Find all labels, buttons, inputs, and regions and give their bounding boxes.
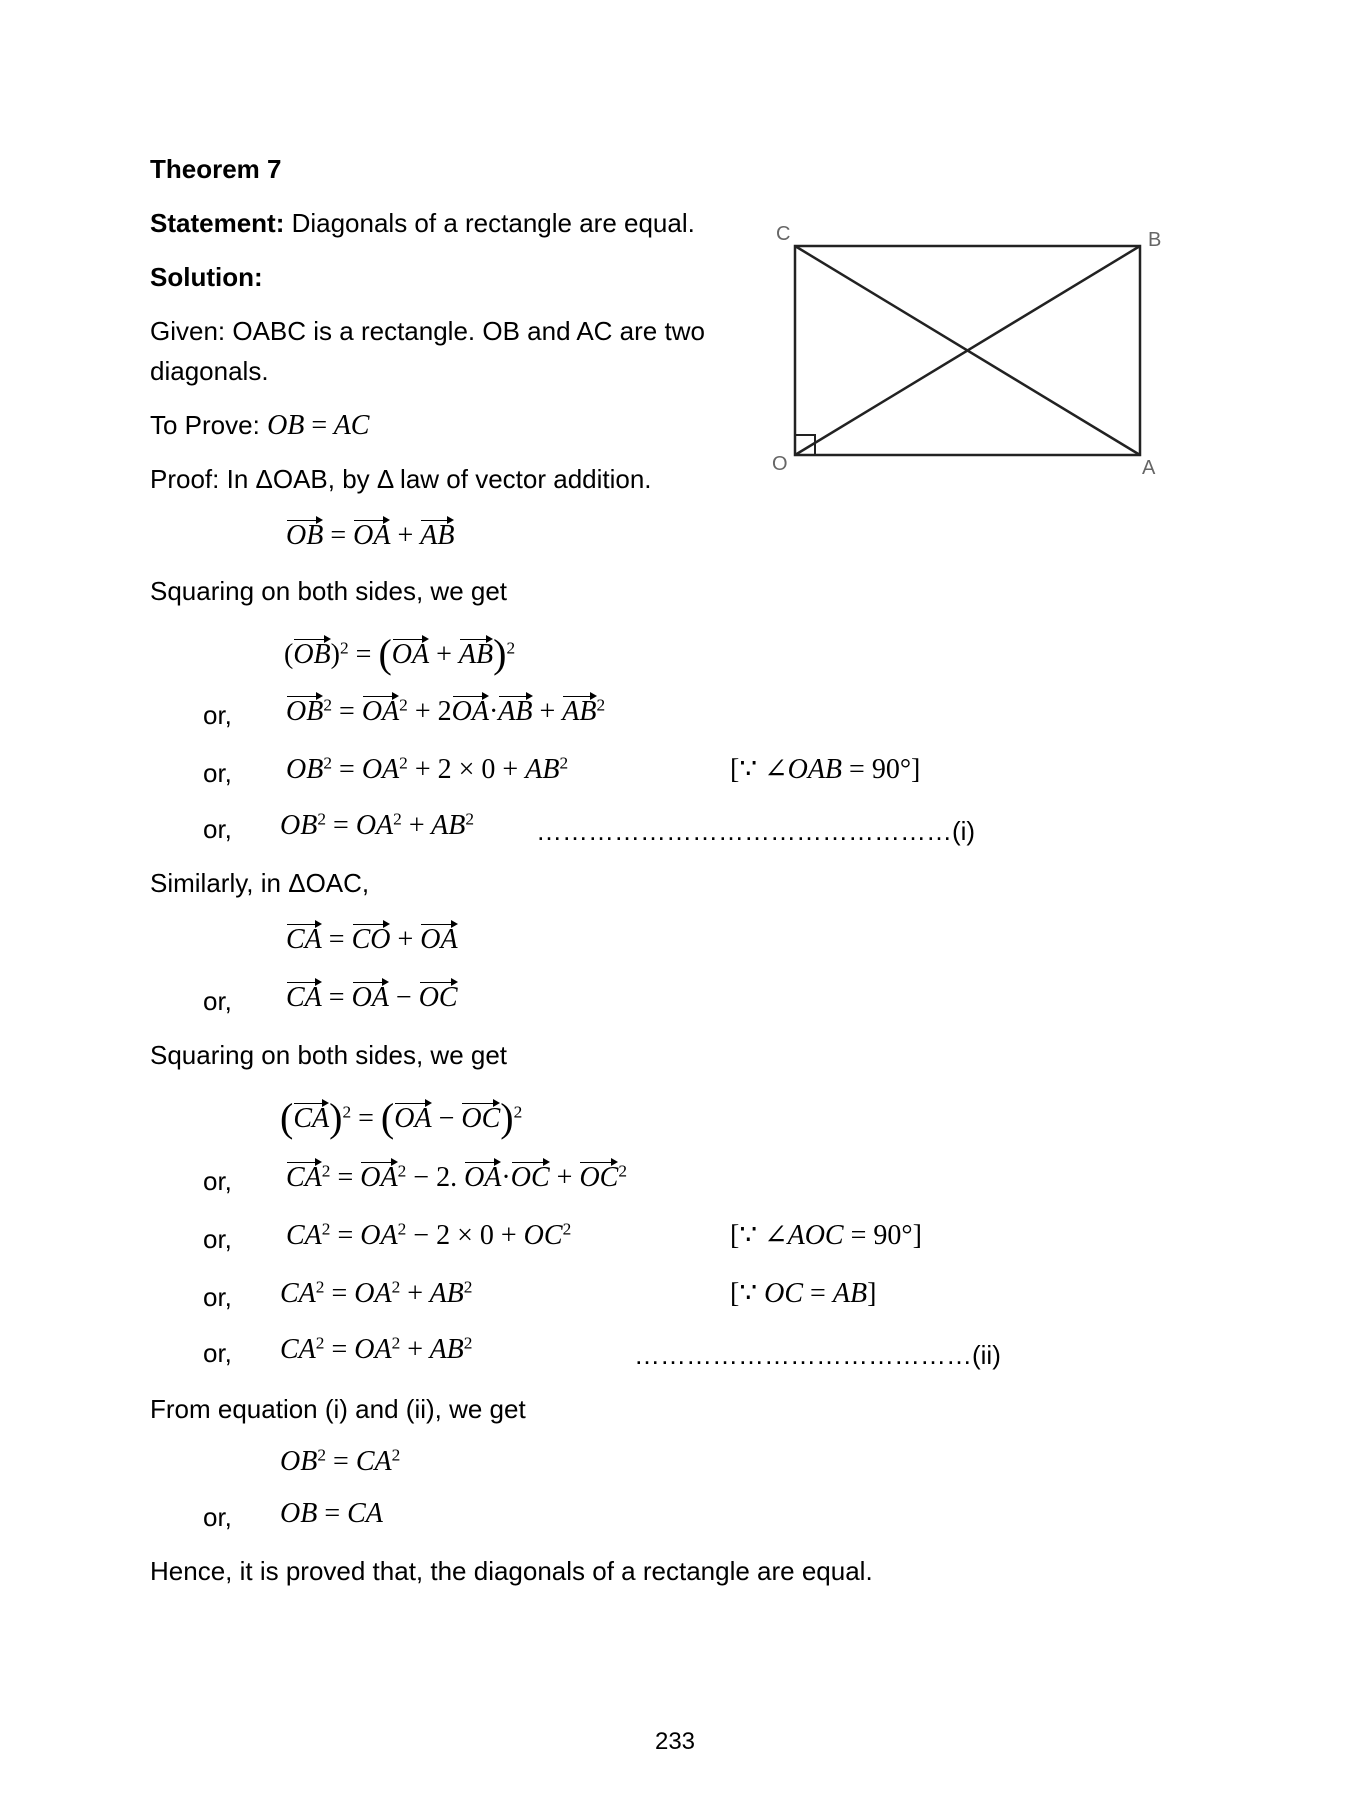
equation-ii: $CA^2 = OA^2 + AB^2$ [280, 1333, 473, 1365]
conclusion: Hence, it is proved that, the diagonals of a rectangle are equal. [150, 1556, 873, 1586]
equation-i: $OB^2 = OA^2 + AB^2$ [280, 809, 475, 841]
rectangle-figure [770, 220, 1170, 480]
or-label: or, [203, 1338, 232, 1368]
equation-squared-1: (OB)$^2$ = (OA + AB)$^2$ [284, 631, 516, 676]
equation-ref-i: …………………………………………(i) [536, 816, 976, 846]
vertex-label-b: B [1148, 229, 1162, 251]
equation-expand-1: $OB^2 = OA^2 + 2OA\cdot AB + AB^2$ [286, 695, 606, 727]
or-label: or, [203, 700, 232, 730]
reason-angle-oab: [∵ ∠OAB = 90°] [730, 754, 921, 785]
or-label: or, [203, 986, 232, 1016]
equation-expand-3: $CA^2 = OA^2 - 2$. $OA\cdot OC + OC^2$ [286, 1161, 628, 1193]
proof-intro: Proof: In ΔOAB, by Δ law of vector addition. [150, 464, 652, 494]
or-label: or, [203, 1166, 232, 1196]
equation-squared-2: (CA)$^2$ = (OA − OC)$^2$ [280, 1095, 523, 1140]
statement [150, 210, 695, 236]
vertex-label-c: C [776, 223, 791, 245]
statement-label: Statement: [150, 208, 285, 238]
or-label: or, [203, 1502, 232, 1532]
given-line-2: diagonals. [150, 356, 269, 386]
equation-vector-ca-2: CA = OA − OC [286, 982, 458, 1013]
or-label: or, [203, 1282, 232, 1312]
or-label: or, [203, 1224, 232, 1254]
or-label: or, [203, 814, 232, 844]
page-number: 233 [654, 1728, 696, 1755]
vertex-label-o: O [772, 453, 788, 475]
similarly-line: Similarly, in ΔOAC, [150, 868, 370, 898]
to-prove [150, 412, 369, 440]
to-prove-equation: OB = AC [267, 410, 370, 441]
equation-vector-ca: CA = CO + OA [286, 924, 458, 955]
reason-oc-ab: [∵ OC = AB] [730, 1278, 877, 1309]
squaring-line-1: Squaring on both sides, we get [150, 576, 508, 606]
equation-ob-ca: OB = CA [280, 1498, 383, 1529]
vertex-label-a: A [1142, 457, 1156, 479]
statement-text: Diagonals of a rectangle are equal. [284, 208, 695, 238]
or-label: or, [203, 758, 232, 788]
solution-label: Solution: [150, 262, 263, 292]
equation-expand-5: $CA^2 = OA^2 + AB^2$ [280, 1277, 473, 1309]
equation-ob-sq-ca-sq: $OB^2 = CA^2$ [280, 1445, 401, 1477]
given-line-1: Given: OABC is a rectangle. OB and AC are two [150, 316, 705, 346]
equation-expand-2: $OB^2 = OA^2 + 2 \times 0 + AB^2$ [286, 753, 569, 785]
from-equation-line: From equation (i) and (ii), we get [150, 1394, 526, 1424]
equation-expand-4: $CA^2 = OA^2 - 2 \times 0 + OC^2$ [286, 1219, 572, 1251]
theorem-heading: Theorem 7 [150, 154, 282, 184]
to-prove-label: To Prove: [150, 410, 268, 440]
squaring-line-2: Squaring on both sides, we get [150, 1040, 508, 1070]
reason-angle-aoc: [∵ ∠AOC = 90°] [730, 1220, 922, 1251]
equation-vector-ob: OB = OA + AB [286, 520, 455, 551]
equation-ref-ii: …………………………………(ii) [634, 1340, 1001, 1370]
